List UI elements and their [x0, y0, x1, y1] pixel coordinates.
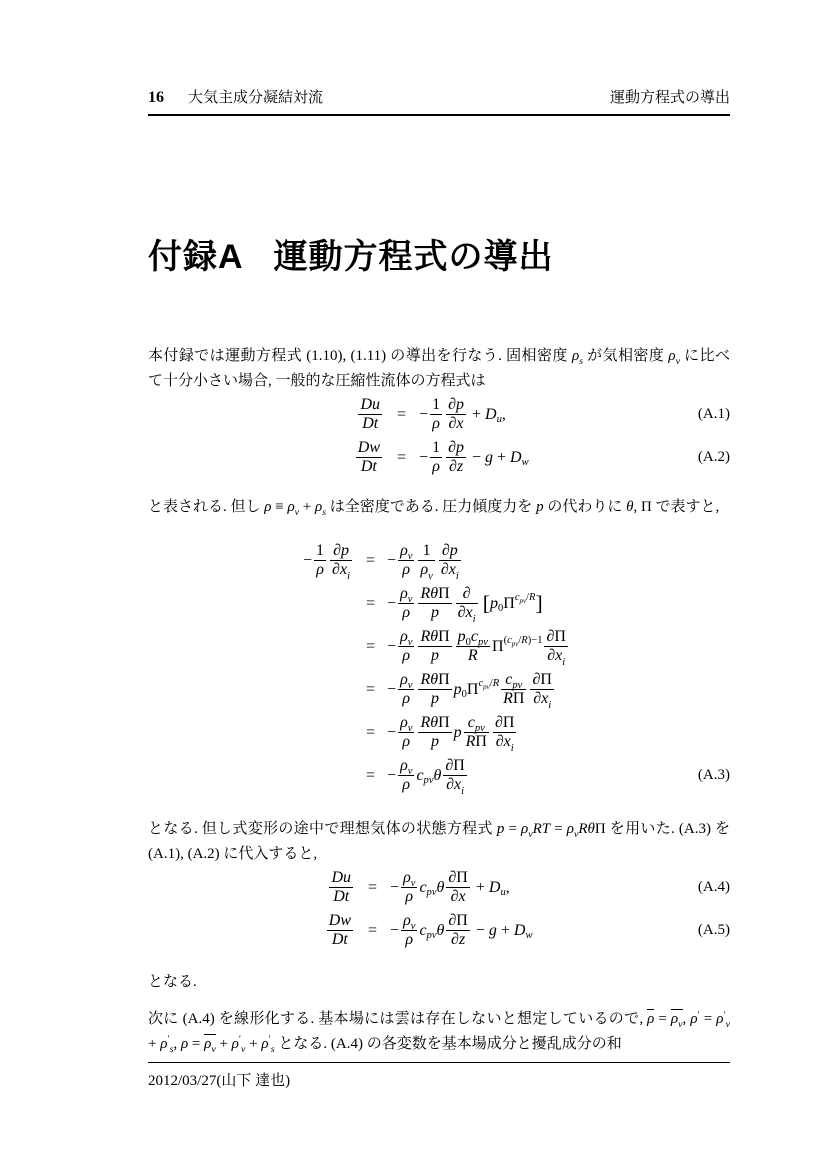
page-footer	[148, 1062, 730, 1090]
equation-block-a4-a5	[148, 866, 730, 952]
paragraph-total-density: と表される. 但し $\rho \equiv \rho_v + \rho_s$ は全密度である. 圧力傾度力を p の代わりに θ, Π で表すと,	[148, 499, 720, 519]
page-header	[148, 86, 730, 116]
equation-block-a1-a2	[148, 393, 730, 479]
chapter-title-prefix: 付録A	[148, 237, 244, 276]
equals-sign: =	[397, 405, 407, 423]
equation-row: $\frac{Du}{Dt}$ = − ρ v ρ c pv θ ∂ Π ∂ x + D u , (A.4)	[331, 868, 730, 905]
equation-row: = − ρ v ρ Rθ Π p p 0 c pv R Π $(c_{pv}/R)-1$ ∂ Π ∂ x i	[148, 625, 730, 668]
equals-sign: =	[397, 448, 407, 466]
equation-row: = − ρ v ρ Rθ Π p ∂ ∂ x i [ p 0 Π $c_{pv}/R$ ]	[148, 582, 730, 625]
equation-row: = − ρ v ρ Rθ Π p p 0 Π $c_{pv}/R$ c pv R Π ∂ Π ∂ x i	[148, 668, 730, 711]
paragraph-linearize: 次に (A.4) を線形化する. 基本場には雲は存在しないと想定しているので, $\rho = \rho_v$, $\rho' = \rho'_v + \rho'_s$, $\rho = \rho_v + \rho'_v + \rho'_s$ となる. (A.4) の各変数を基本場成分と擾乱成分の和	[148, 1009, 734, 1055]
equals-sign: =	[366, 594, 376, 612]
header-right-title: 運動方程式の導出	[609, 89, 730, 106]
paragraph-tonaru: となる.	[148, 974, 197, 990]
equals-sign: =	[368, 921, 378, 939]
equals-sign: =	[366, 680, 376, 698]
equals-sign: =	[366, 723, 376, 741]
equation-block-a3	[148, 539, 730, 797]
chapter-title	[148, 229, 730, 278]
chapter-title-text: 運動方程式の導出	[273, 237, 554, 276]
paragraph-ideal-gas: となる. 但し式変形の途中で理想気体の状態方程式 $p = \rho_vRT = \rho_vR\theta\Pi$ を用いた. (A.3) を (A.1), (A.2) に代入すると,	[148, 821, 734, 862]
paragraph-intro: 本付録では運動方程式 (1.10), (1.11) の導出を行なう. 固相密度 $\rho_s$ が気相密度 $\rho_v$ に比べて十分小さい場合, 一般的な圧縮性流体の方程式は	[148, 348, 730, 389]
equation-row: $\frac{Dw}{Dt}$ = − ρ v ρ c pv θ ∂ Π ∂ z − g + D w (A.5)	[328, 911, 730, 948]
equals-sign: =	[366, 637, 376, 655]
page-number: 16	[148, 89, 164, 106]
header-left-title: 大気主成分凝結対流	[188, 89, 324, 106]
equals-sign: =	[366, 766, 376, 784]
equation-row: = − ρ v ρ c pv θ ∂ Π ∂ x i (A.3)	[148, 754, 730, 797]
equation-label: (A.1)	[697, 406, 730, 422]
footer-date-author: 2012/03/27(山下 達也)	[148, 1073, 291, 1089]
equation-label: (A.5)	[697, 922, 730, 938]
equation-label: (A.4)	[697, 879, 730, 895]
equation-label: (A.3)	[697, 767, 730, 783]
equation-row: $\frac{Du}{Dt}$ = − $\frac{1}{\rho}$ ∂ p ∂ x + D u , (A.1)	[360, 395, 730, 432]
equation-row: = − ρ v ρ Rθ Π p p c pv R Π ∂ Π ∂ x i	[148, 711, 730, 754]
equals-sign: =	[368, 878, 378, 896]
equals-sign: =	[366, 551, 376, 569]
equation-row: $\frac{Dw}{Dt}$ = − $\frac{1}{\rho}$ ∂ p ∂ z − g + D w (A.2)	[357, 438, 730, 475]
equation-label: (A.2)	[697, 449, 730, 465]
equation-row: − $\frac{1}{\rho}$ ∂ p ∂ x i = − ρ v ρ 1 ρ v ∂ p ∂ x i	[303, 541, 459, 582]
